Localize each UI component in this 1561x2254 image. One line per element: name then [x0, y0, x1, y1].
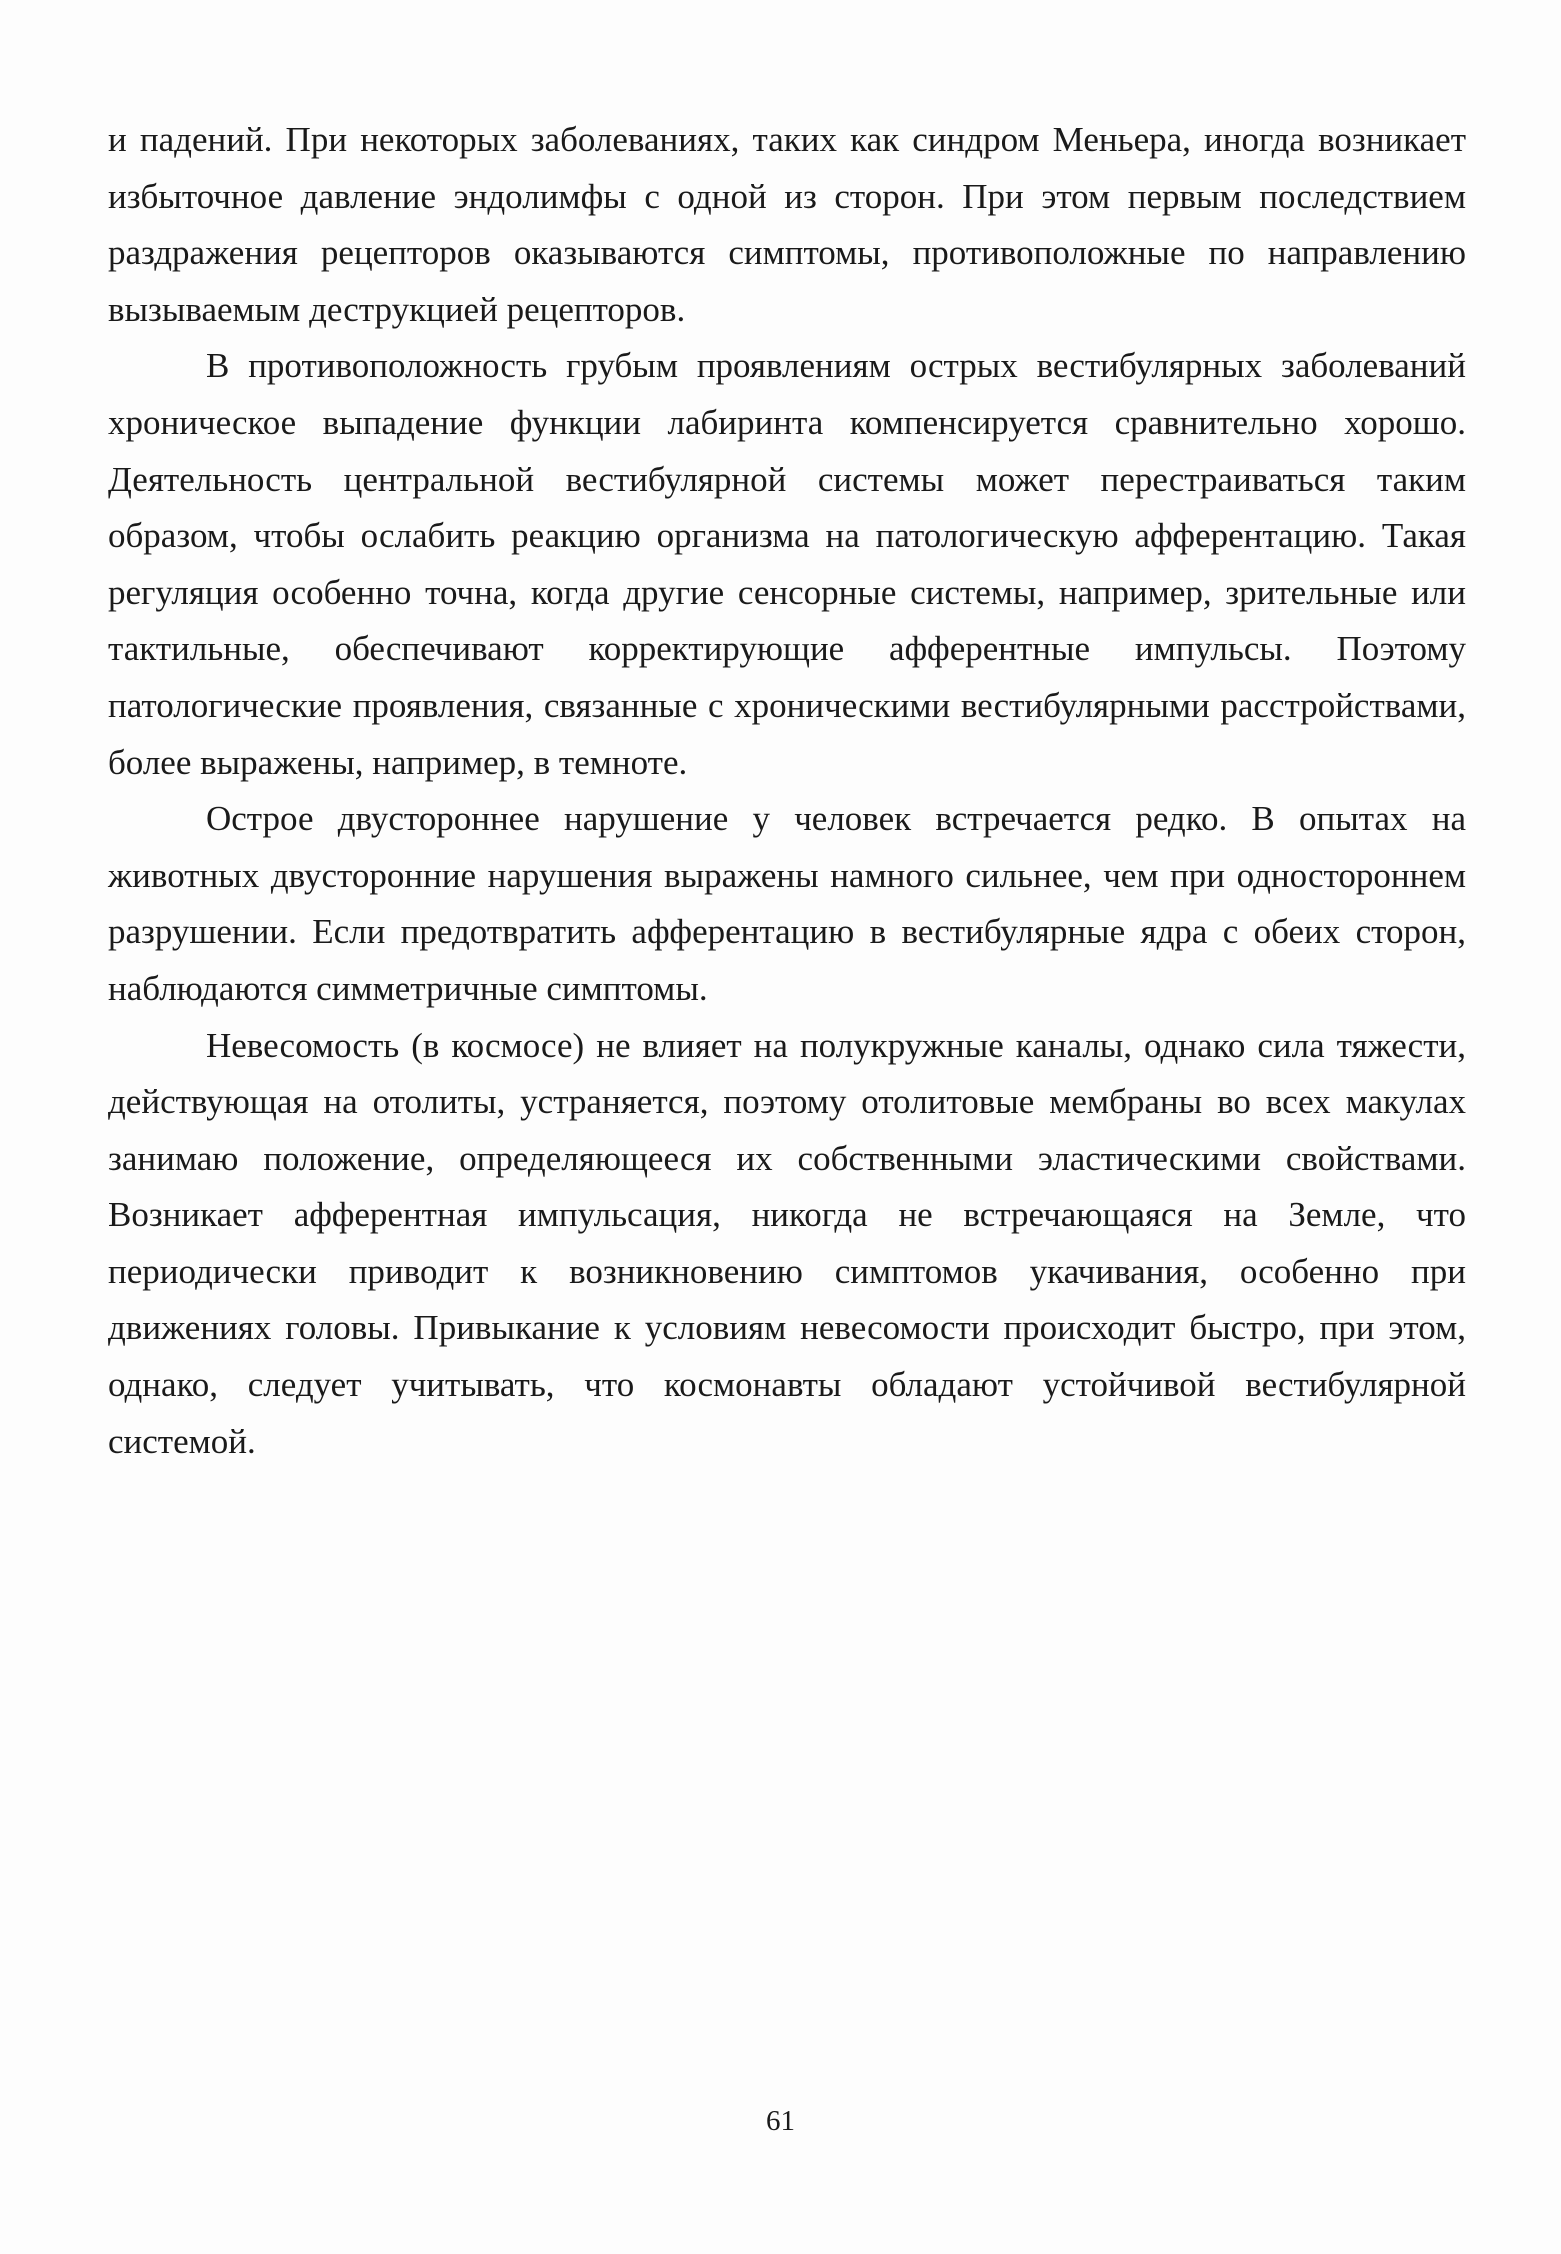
paragraph-1: и падений. При некоторых заболеваниях, таких как синдром Меньера, иногда возникает избыточное давление эндолимфы с одной из сторон. При этом первым последствием раздражения рецепторов оказываются симптомы, противоположные по направлению вызываемым деструкцией рецепторов. [108, 120, 1466, 329]
paragraph-3: Острое двустороннее нарушение у человек встречается редко. В опытах на животных двусторонние нарушения выражены намного сильнее, чем при одностороннем разрушении. Если предотвратить афферентацию в вестибулярные ядра с обеих сторон, наблюдаются симметричные симптомы. [108, 799, 1466, 1008]
body-text [108, 112, 1466, 1470]
paragraph-4: Невесомость (в космосе) не влияет на полукружные каналы, однако сила тяжести, действующая на отолиты, устраняется, поэтому отолитовые мембраны во всех макулах занимаю положение, определяющееся их собственными эластическими свойствами. Возникает афферентная импульсация, никогда не встречающаяся на Земле, что периодически приводит к возникновению симптомов укачивания, особенно при движениях головы. Привыкание к условиям невесомости происходит быстро, при этом, однако, следует учитывать, что космонавты обладают устойчивой вестибулярной системой. [108, 1025, 1466, 1461]
paragraph-2: В противоположность грубым проявлениям острых вестибулярных заболеваний хроническое выпадение функции лабиринта компенсируется сравнительно хорошо. Деятельность центральной вестибулярной системы может перестраиваться таким образом, чтобы ослабить реакцию организма на патологическую афферентацию. Такая регуляция особенно точна, когда другие сенсорные системы, например, зрительные или тактильные, обеспечивают корректирующие афферентные импульсы. Поэтому патологические проявления, связанные с хроническими вестибулярными расстройствами, более выражены, например, в темноте. [108, 346, 1466, 782]
page-number: 61 [766, 2105, 795, 2137]
